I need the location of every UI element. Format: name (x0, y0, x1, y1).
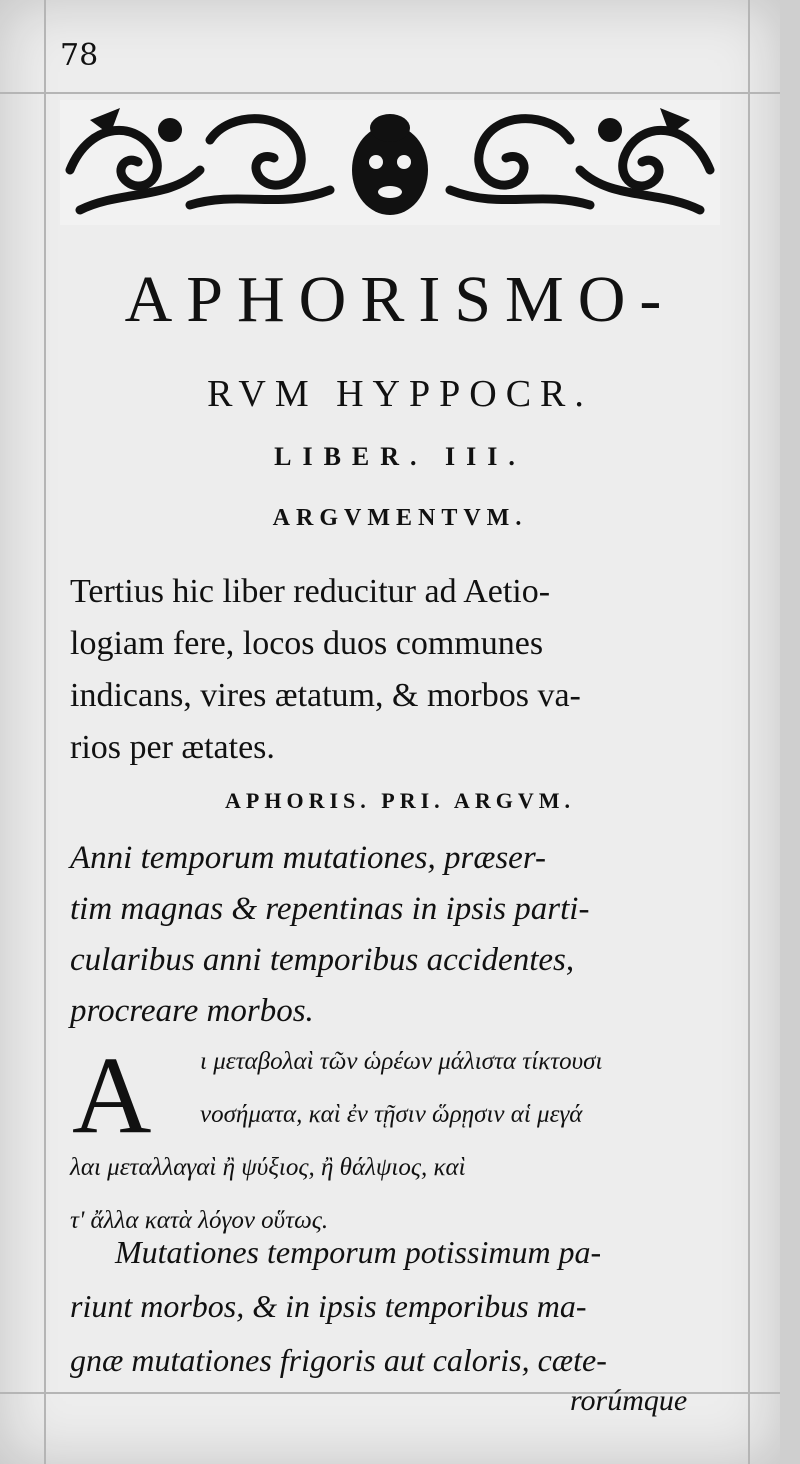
text-line: logiam fere, locos duos communes (70, 625, 544, 662)
title-line-2: RVM HYPPOCR. (207, 373, 593, 415)
text-line: riunt morbos, & in ipsis temporibus ma- (70, 1288, 587, 1324)
argument-heading: ARGVMENTVM. (272, 505, 528, 531)
title-line-1: APHORISMO- (124, 263, 676, 336)
text-line: Mutationes temporum potissimum pa- (115, 1234, 602, 1270)
text-line: indicans, vires ætatum, & morbos va- (70, 677, 581, 714)
argument-paragraph (70, 573, 740, 781)
greek-line: ι μεταβολαὶ τῶν ὡρέων μάλιστα τίκτουσι (200, 1048, 603, 1075)
page-edge (780, 0, 800, 1464)
text-line: gnæ mutationes frigoris aut caloris, cæte- (70, 1342, 607, 1378)
text-line: tim magnas & repentinas in ipsis parti- (70, 891, 590, 927)
book-number: LIBER. III. (274, 442, 526, 471)
text-line: Tertius hic liber reducitur ad Aetio- (70, 573, 551, 610)
frame-line-left (44, 0, 46, 1464)
page-number: 78 (60, 38, 99, 73)
text-line: procreare morbos. (70, 993, 314, 1029)
text-line: Anni temporum mutationes, præser- (70, 840, 546, 876)
greek-line: τ' ἄλλα κατὰ λόγον οὕτως. (70, 1207, 329, 1234)
frame-line-top (0, 92, 780, 94)
greek-line: λαι μεταλλαγαὶ ἢ ψύξιος, ἢ θάλψιος, καὶ (70, 1154, 466, 1181)
aphorism-heading: APHORIS. PRI. ARGVM. (225, 788, 575, 813)
text-line: cularibus anni temporibus accidentes, (70, 942, 575, 978)
greek-line: νοσήματα, καὶ ἐν τῇσιν ὥρῃσιν αἱ μεγά (200, 1101, 583, 1128)
drop-cap: A (72, 1034, 152, 1156)
greek-paragraph (70, 1048, 760, 1260)
catchword: rorúmque (570, 1384, 688, 1417)
aphorism-argument (70, 840, 740, 1044)
text-line: rios per ætates. (70, 729, 275, 766)
woodcut-headpiece-icon (60, 100, 720, 225)
latin-paragraph (70, 1234, 740, 1396)
